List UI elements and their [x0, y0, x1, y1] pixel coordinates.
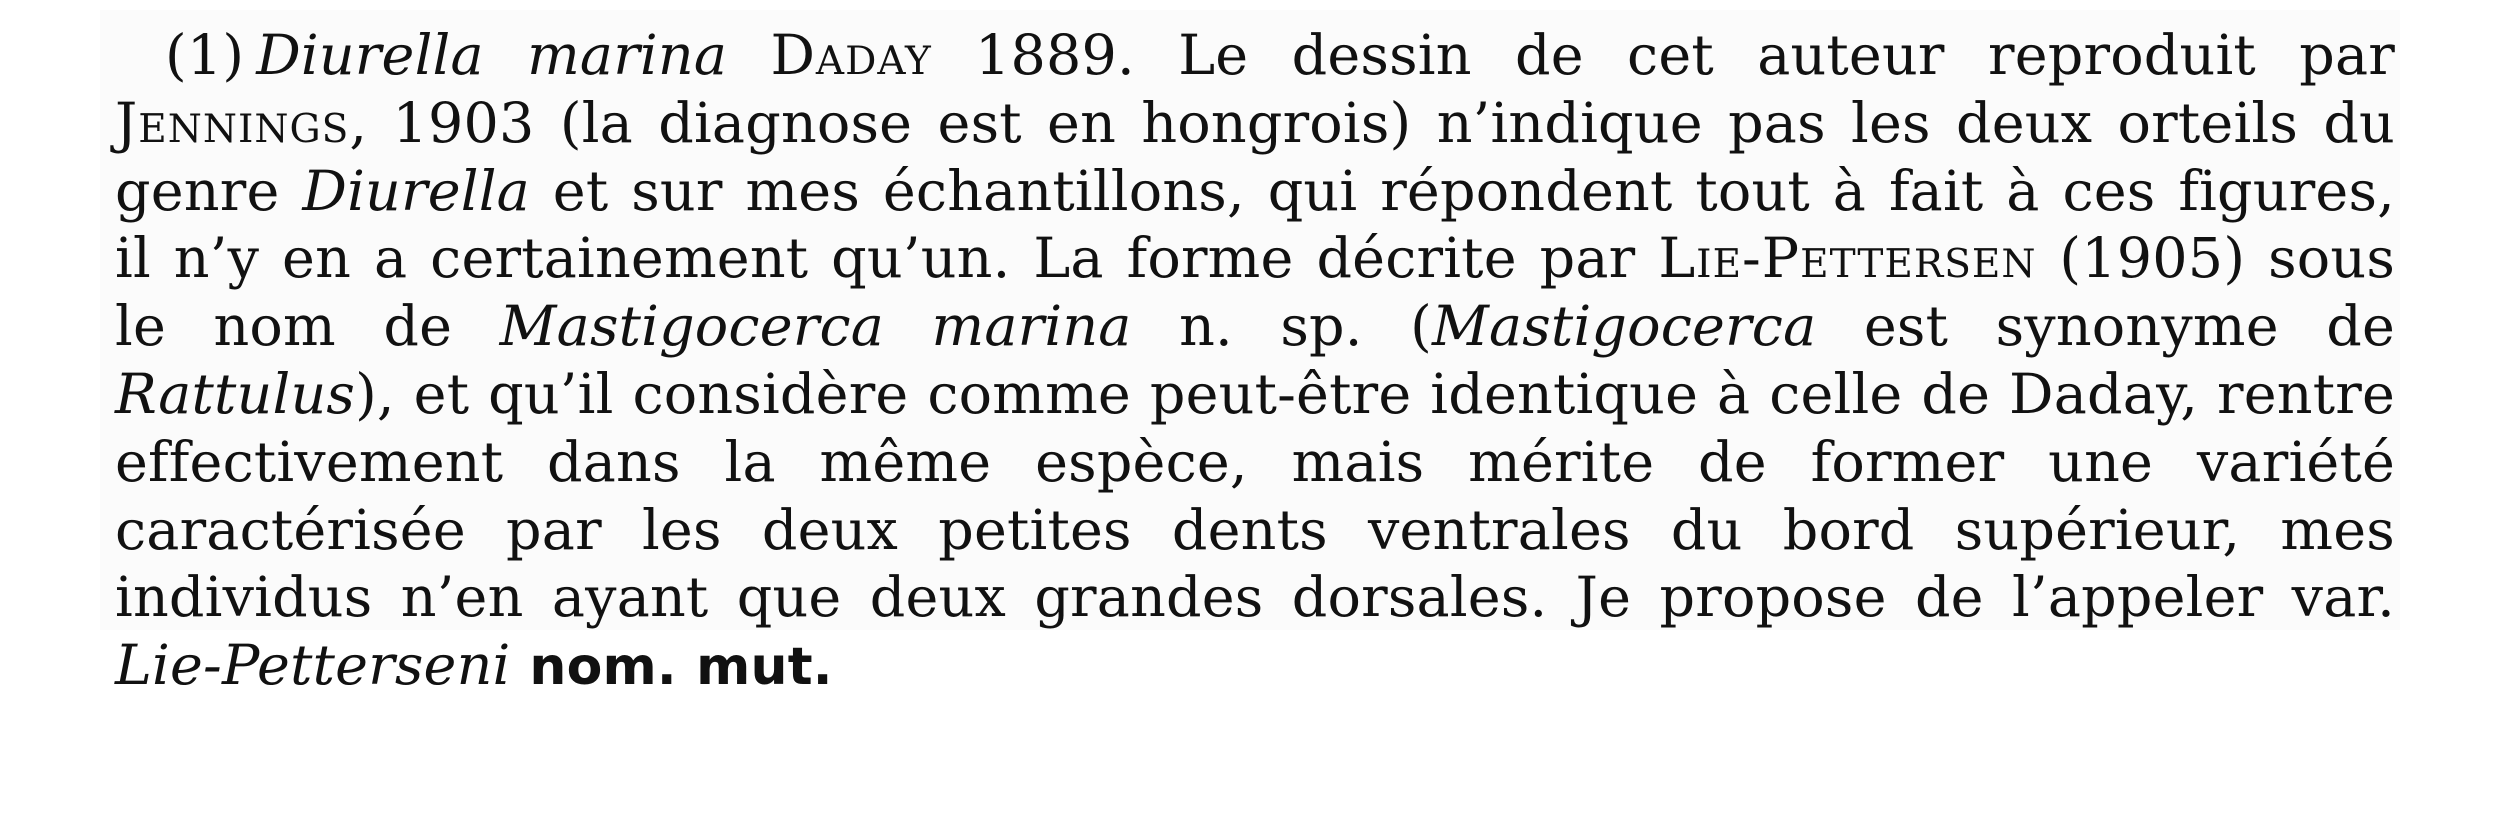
footnote-marker: (1) — [165, 23, 245, 88]
species-name: Mastigocerca marina — [499, 294, 1132, 360]
author-name: Lie-Pettersen — [1658, 226, 2037, 292]
genus-name: Rattulus — [115, 361, 356, 427]
footnote-paragraph: (1) Diurella marina Daday 1889. Le dessin de cet auteur reproduit par Jennings, 1903 (la diagnose est en hongrois) n’indique pas les deux orteils du genre Diurella et sur mes échantillons, qui répondent tout à fait à ces figures, il n’y en a certainement qu’un. La forme décrite par Lie-Pettersen (1905) sous le nom de Mastigocerca marina n. sp. (Mastigocerca est synonyme de Rattulus), et qu’il considère comme peut-être identique à celle de Daday, rentre effectivement dans la même espèce, mais mérite de former une variété caractérisée par les deux petites dents ventrales du bord supérieur, mes individus n’en ayant que deux grandes dorsales. Je propose de l’appeler var. Lie-Petterseni nom. mut. — [115, 23, 2396, 699]
nomenclature-note: nom. mut. — [529, 637, 833, 698]
author-name: Daday — [770, 23, 932, 88]
author-name: Jennings — [115, 90, 350, 156]
genus-name: Diurella — [302, 158, 530, 224]
variety-name: Lie-Petterseni — [115, 633, 511, 699]
species-name: Diurella marina — [256, 23, 728, 88]
genus-name: Mastigocerca — [1431, 294, 1817, 360]
